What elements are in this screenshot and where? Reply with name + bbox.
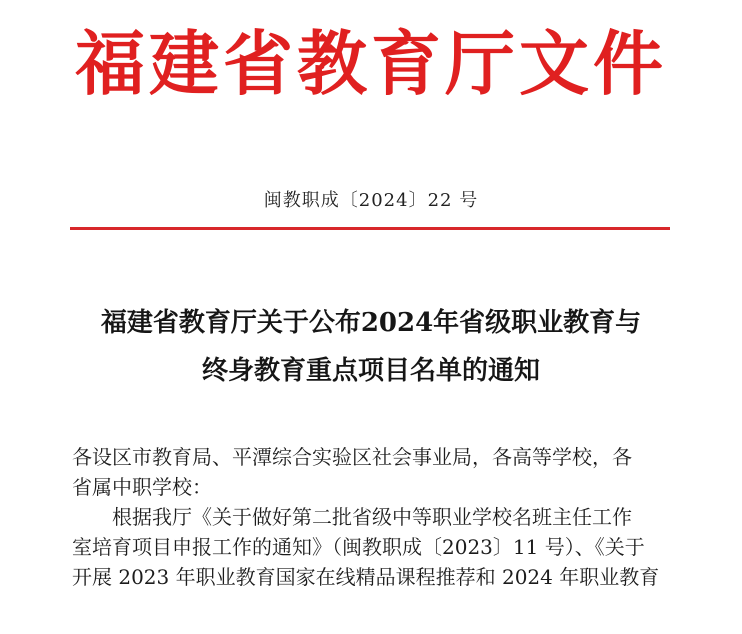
body-line-3: 根据我厅《关于做好第二批省级中等职业学校名班主任工作: [112, 505, 632, 529]
red-divider-line: [70, 227, 670, 230]
title-line-1: 福建省教育厅关于公布2024年省级职业教育与: [100, 308, 642, 338]
body-line-2: 省属中职学校：: [72, 475, 212, 499]
document-number: 闽教职成〔2024〕22 号: [263, 190, 479, 211]
title-line-2: 终身教育重点项目名单的通知: [201, 356, 540, 386]
body-line-5: 开展 2023 年职业教育国家在线精品课程推荐和 2024 年职业教育: [72, 565, 660, 589]
body-line-1: 各设区市教育局、平潭综合实验区社会事业局，各高等学校，各: [72, 445, 632, 469]
masthead-title: 福建省教育厅文件: [75, 22, 667, 105]
document-body: [72, 442, 672, 592]
document-title: [40, 299, 702, 395]
body-line-4: 室培育项目申报工作的通知》（闽教职成〔2023〕11 号）、《关于: [72, 535, 645, 559]
